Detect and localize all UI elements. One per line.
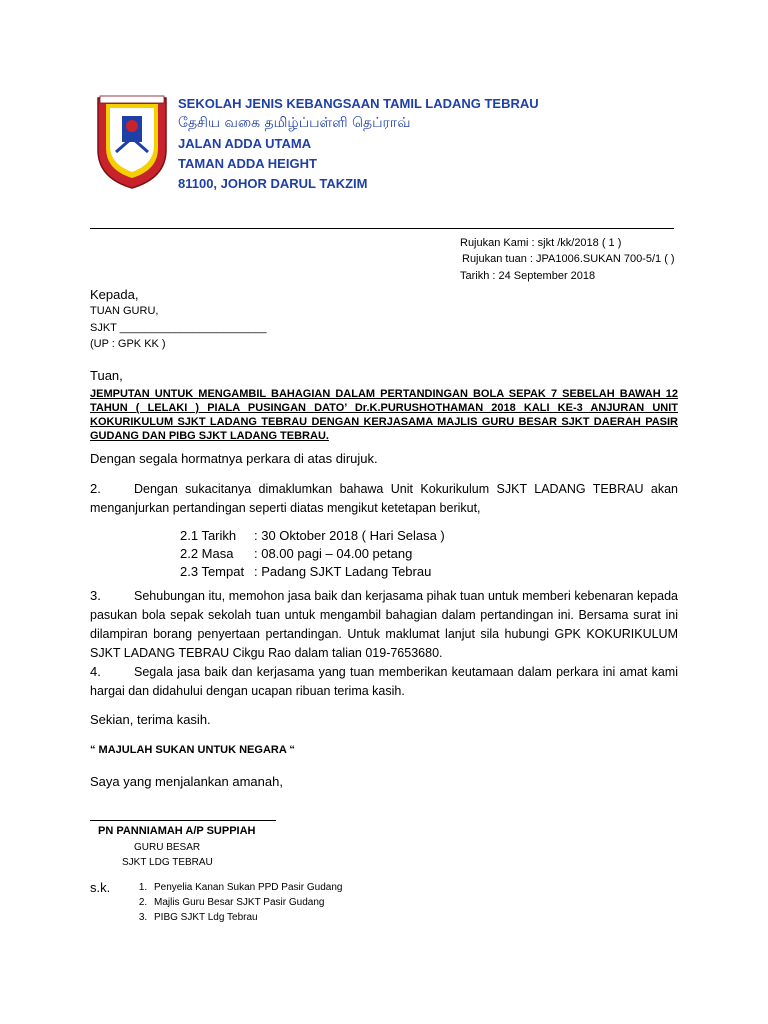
salutation: Tuan,: [90, 368, 123, 383]
cc-item: 1. Penyelia Kanan Sukan PPD Pasir Gudang: [150, 880, 342, 895]
opening-line: Dengan segala hormatnya perkara di atas dirujuk.: [90, 451, 378, 466]
cc-item: 2. Majlis Guru Besar SJKT Pasir Gudang: [150, 895, 342, 910]
para-2-number: 2.: [90, 481, 101, 496]
signatory-school: SJKT LDG TEBRAU: [122, 857, 213, 868]
detail-value-time: : 08.00 pagi – 04.00 petang: [254, 546, 413, 561]
recipient-to: Kepada,: [90, 287, 139, 302]
reference-ours: Rujukan Kami : sjkt /kk/2018 ( 1 ): [460, 237, 622, 249]
signature-line: [90, 820, 276, 821]
school-name: SEKOLAH JENIS KEBANGSAAN TAMIL LADANG TEBRAU: [178, 96, 539, 111]
address-line-3: 81100, JOHOR DARUL TAKZIM: [178, 176, 368, 191]
detail-label-venue: 2.3 Tempat: [180, 564, 245, 579]
cc-label: s.k.: [90, 880, 111, 895]
recipient-line-3: (UP : GPK KK ): [90, 338, 166, 350]
school-name-tamil: தேசிய வகை தமிழ்ப்பள்ளி தெப்ராவ்: [178, 115, 411, 131]
subject: JEMPUTAN UNTUK MENGAMBIL BAHAGIAN DALAM PERTANDINGAN BOLA SEPAK 7 SEBELAH BAWAH 12 TAHUN ( LELAKI ) PIALA PUSINGAN DATO’ Dr.K.PURUSHOTHAMAN 2018 KALI KE-3 ANJURAN UNIT KOKURIKULUM SJKT LADANG TEBRAU DENGAN KERJASAMA MAJLIS GURU BESAR SJKT DAERAH PASIR GUDANG DAN PIBG SJKT LADANG TEBRAU.: [90, 388, 678, 442]
detail-label-time: 2.2 Masa: [180, 546, 234, 561]
signatory-name: PN PANNIAMAH A/P SUPPIAH: [98, 825, 256, 837]
motto: “ MAJULAH SUKAN UNTUK NEGARA “: [90, 744, 295, 756]
cc-list: [120, 880, 342, 925]
detail-value-venue: : Padang SJKT Ladang Tebrau: [254, 564, 432, 579]
recipient-line-2: SJKT ________________________: [90, 322, 267, 334]
para-4-number: 4.: [90, 664, 101, 679]
detail-value-date: : 30 Oktober 2018 ( Hari Selasa ): [254, 528, 445, 543]
cc-item: 3. PIBG SJKT Ldg Tebrau: [150, 910, 342, 925]
letter-date: Tarikh : 24 September 2018: [460, 270, 596, 282]
closing: Sekian, terima kasih.: [90, 712, 211, 727]
address-line-1: JALAN ADDA UTAMA: [178, 136, 312, 151]
para-3-number: 3.: [90, 588, 101, 603]
detail-label-date: 2.1 Tarikh: [180, 528, 237, 543]
header-divider: [90, 228, 674, 229]
signatory-title: GURU BESAR: [134, 842, 201, 853]
reference-yours: Rujukan tuan : JPA1006.SUKAN 700-5/1 ( ): [462, 253, 675, 265]
school-logo-icon: [94, 94, 170, 190]
para-2-text: Dengan sukacitanya dimaklumkan bahawa Unit Kokurikulum SJKT LADANG TEBRAU akan menganjurkan pertandingan seperti diatas mengikut ketetapan berikut,: [90, 482, 678, 515]
para-3-text: Sehubungan itu, memohon jasa baik dan kerjasama pihak tuan untuk memberi kebenaran kepada pasukan bola sepak sekolah tuan untuk mengambil bahagian dalam pertandingan ini. Bersama surat ini dilampiran borang penyertaan pertandingan. Untuk maklumat lanjut sila hubungi GPK KOKURIKULUM SJKT LADANG TEBRAU Cikgu Rao dalam talian 019-7653680.: [90, 589, 678, 660]
address-line-2: TAMAN ADDA HEIGHT: [178, 156, 317, 171]
sign-off: Saya yang menjalankan amanah,: [90, 774, 283, 789]
para-4-text: Segala jasa baik dan kerjasama yang tuan memberikan keutamaan dalam perkara ini amat kami hargai dan didahului dengan ucapan ribuan terima kasih.: [90, 665, 678, 698]
recipient-line-1: TUAN GURU,: [90, 305, 159, 317]
